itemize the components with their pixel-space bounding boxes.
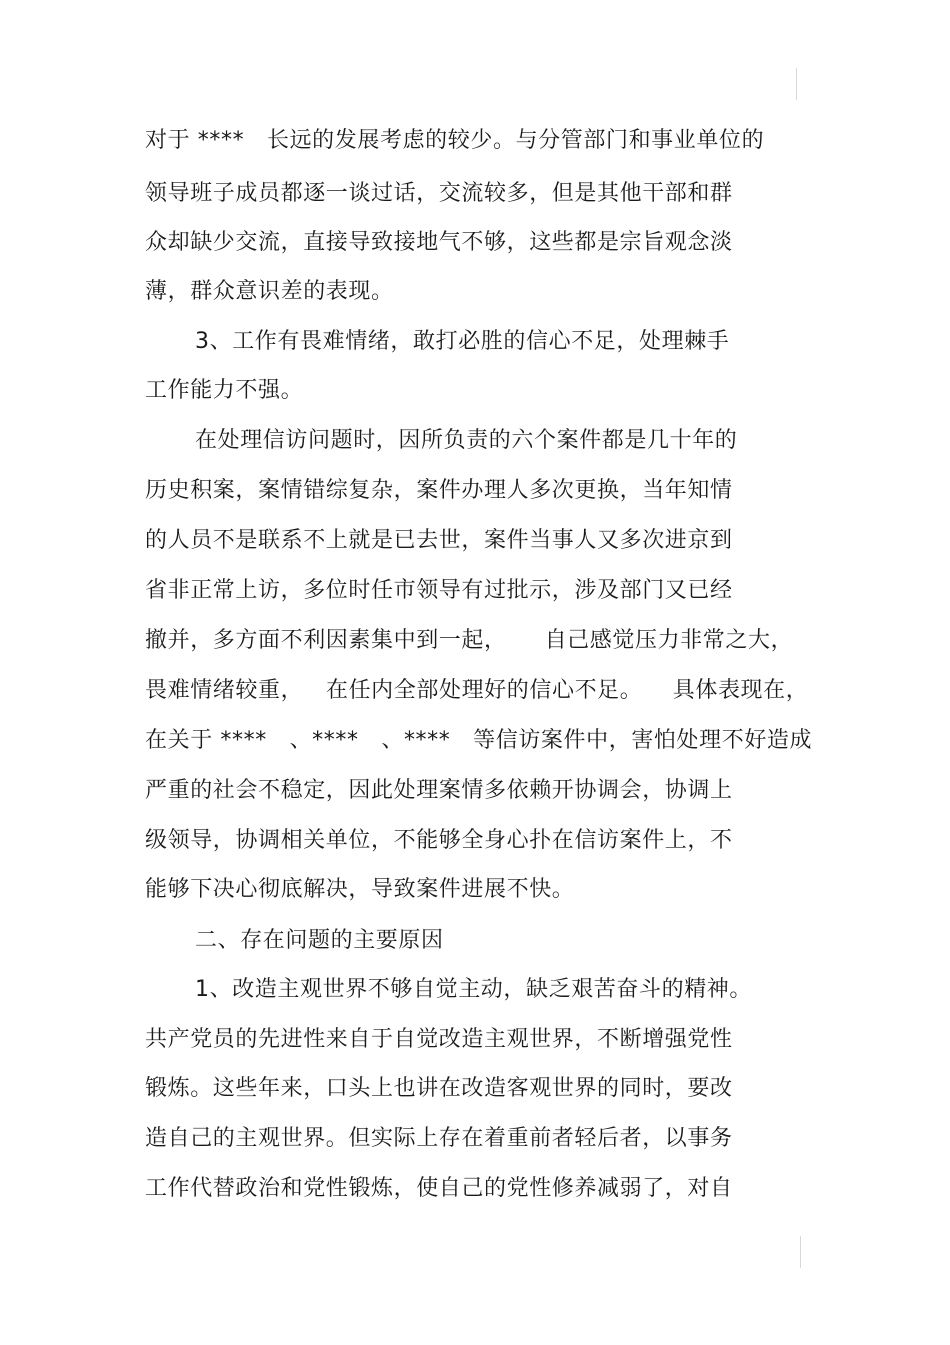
top-right-margin-mark [796,68,797,100]
sub-heading-1: 1、改造主观世界不够自觉主动，缺乏艰苦奋斗的精神。 [195,977,752,1002]
text-line: 在关于 **** 、**** 、**** 等信访案件中，害怕处理不好造成 [145,728,813,753]
text-line: 领导班子成员都逐一谈过话，交流较多，但是其他干部和群 [145,181,733,206]
text-line: 工作能力不强。 [145,378,304,403]
text-line: 薄，群众意识差的表现。 [145,279,394,304]
text-line: 省非正常上访，多位时任市领导有过批示，涉及部门又已经 [145,578,733,603]
paragraph-first-line: 在处理信访问题时，因所负责的六个案件都是几十年的 [195,428,738,453]
text-line: 畏难情绪较重， 在任内全部处理好的信心不足。 具体表现在， [145,678,809,703]
text-line: 的人员不是联系不上就是已去世，案件当事人又多次进京到 [145,528,733,553]
section-heading-3: 3、工作有畏难情绪，敢打必胜的信心不足，处理棘手 [195,329,730,354]
text-line: 工作代替政治和党性锻炼，使自己的党性修养减弱了，对自 [145,1176,733,1201]
text-line: 众却缺少交流，直接导致接地气不够，这些都是宗旨观念淡 [145,230,733,255]
text-line: 对于 **** 长远的发展考虑的较少。与分管部门和事业单位的 [145,128,765,153]
text-line: 造自己的主观世界。但实际上存在着重前者轻后者，以事务 [145,1126,733,1151]
text-line: 锻炼。这些年来，口头上也讲在改造客观世界的同时，要改 [145,1076,733,1101]
text-line: 历史积案，案情错综复杂，案件办理人多次更换，当年知情 [145,478,733,503]
text-line: 共产党员的先进性来自于自觉改造主观世界，不断增强党性 [145,1027,733,1052]
text-line: 能够下决心彻底解决，导致案件进展不快。 [145,877,575,902]
section-heading-2: 二、存在问题的主要原因 [195,928,444,953]
text-line: 严重的社会不稳定，因此处理案情多依赖开协调会，协调上 [145,778,733,803]
bottom-right-margin-mark [800,1236,801,1268]
text-line: 撤并，多方面不利因素集中到一起， 自己感觉压力非常之大， [145,628,794,653]
text-line: 级领导，协调相关单位，不能够全身心扑在信访案件上，不 [145,828,733,853]
